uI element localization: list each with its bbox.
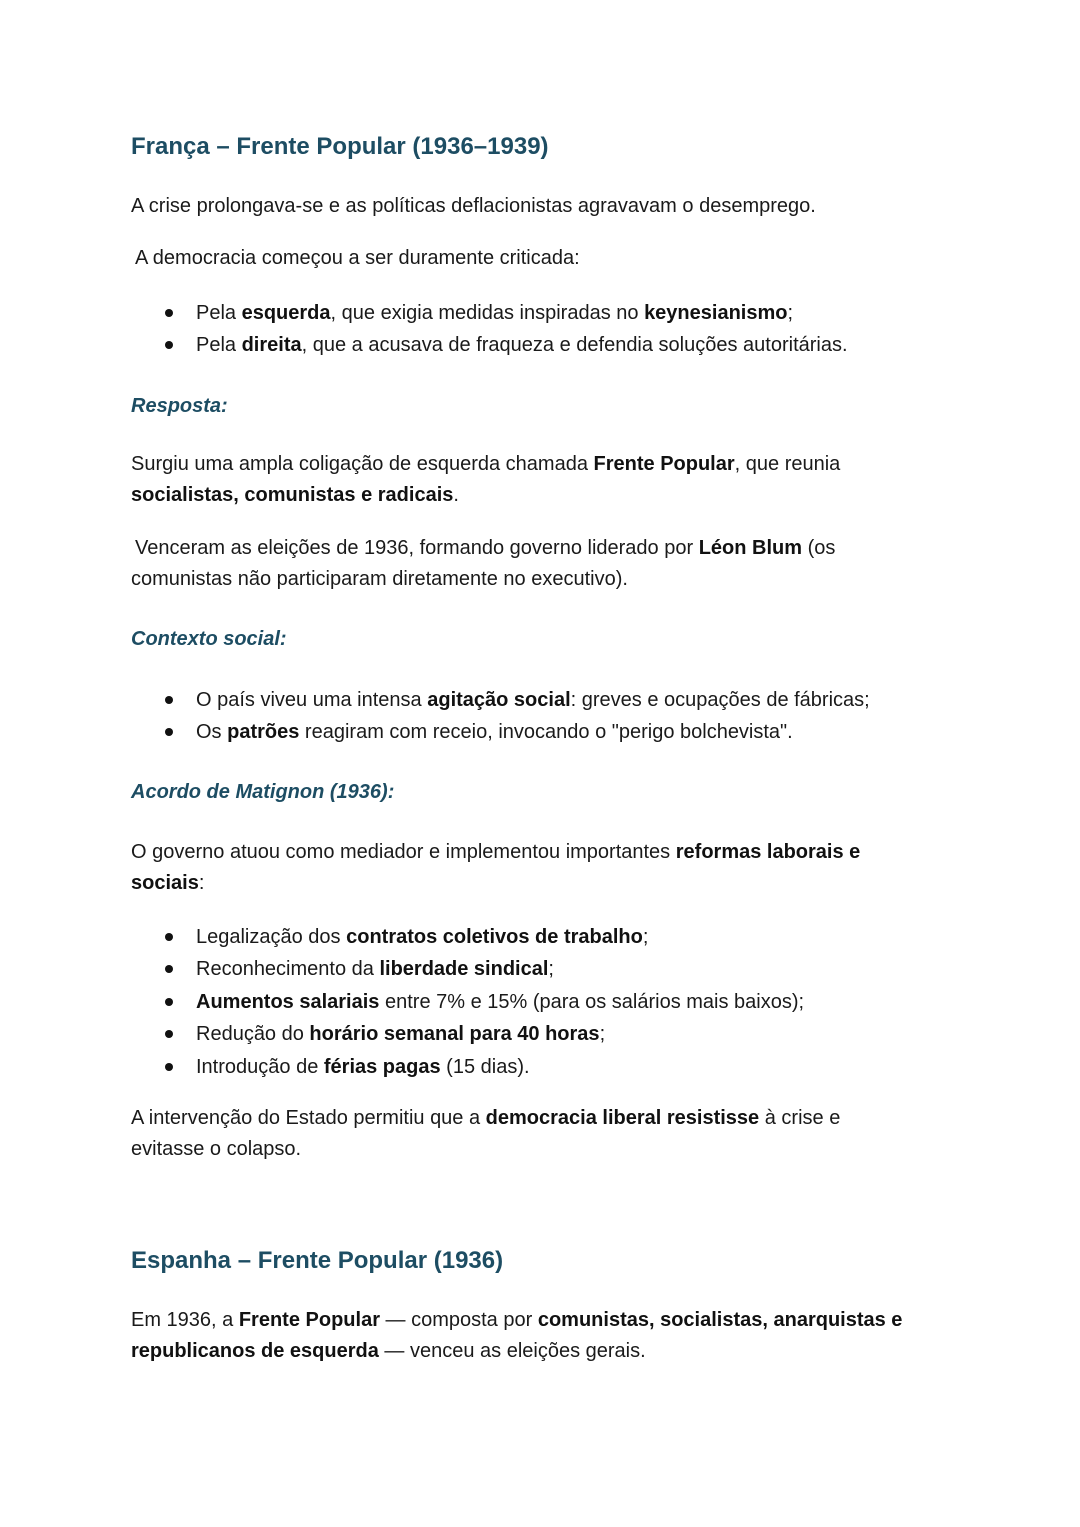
paragraph-governo-mediador: O governo atuou como mediador e implementou importantes reformas laborais e sociais: [131,841,861,894]
list-item: Aumentos salariais entre 7% e 15% (para os salários mais baixos); [164,986,964,1018]
paragraph-coligacao: Surgiu uma ampla coligação de esquerda chamada Frente Popular, que reunia socialistas, comunistas e radicais. [131,453,841,506]
paragraph-democracia: A democracia começou a ser duramente criticada: [135,247,580,269]
subheading-resposta: Resposta: [131,395,228,417]
subheading-contexto-social: Contexto social: [131,628,287,650]
list-item: Os patrões reagiram com receio, invocando o "perigo bolchevista". [164,716,964,748]
list-item: Pela direita, que a acusava de fraqueza e defendia soluções autoritárias. [164,329,964,361]
reformas-list [164,921,964,1083]
section-title-franca: França – Frente Popular (1936–1939) [131,133,549,160]
contexto-list [164,684,964,749]
list-item: Introdução de férias pagas (15 dias). [164,1051,964,1083]
list-item: Pela esquerda, que exigia medidas inspiradas no keynesianismo; [164,297,964,329]
subheading-acordo-matignon: Acordo de Matignon (1936): [131,781,395,803]
paragraph-intervencao-estado: A intervenção do Estado permitiu que a democracia liberal resistisse à crise e evitasse o colapso. [131,1107,841,1160]
paragraph-eleicoes: Venceram as eleições de 1936, formando governo liderado por Léon Blum (os comunistas não participaram diretamente no executivo). [131,537,836,590]
list-item: Redução do horário semanal para 40 horas; [164,1018,964,1050]
criticas-list [164,297,964,362]
list-item: Legalização dos contratos coletivos de trabalho; [164,921,964,953]
list-item: O país viveu uma intensa agitação social: greves e ocupações de fábricas; [164,684,964,716]
paragraph-espanha-eleicoes: Em 1936, a Frente Popular — composta por comunistas, socialistas, anarquistas e republicanos de esquerda — venceu as eleições gerais. [131,1309,903,1362]
section-title-espanha: Espanha – Frente Popular (1936) [131,1247,504,1274]
paragraph-crise: A crise prolongava-se e as políticas deflacionistas agravavam o desemprego. [131,195,816,217]
list-item: Reconhecimento da liberdade sindical; [164,953,964,985]
